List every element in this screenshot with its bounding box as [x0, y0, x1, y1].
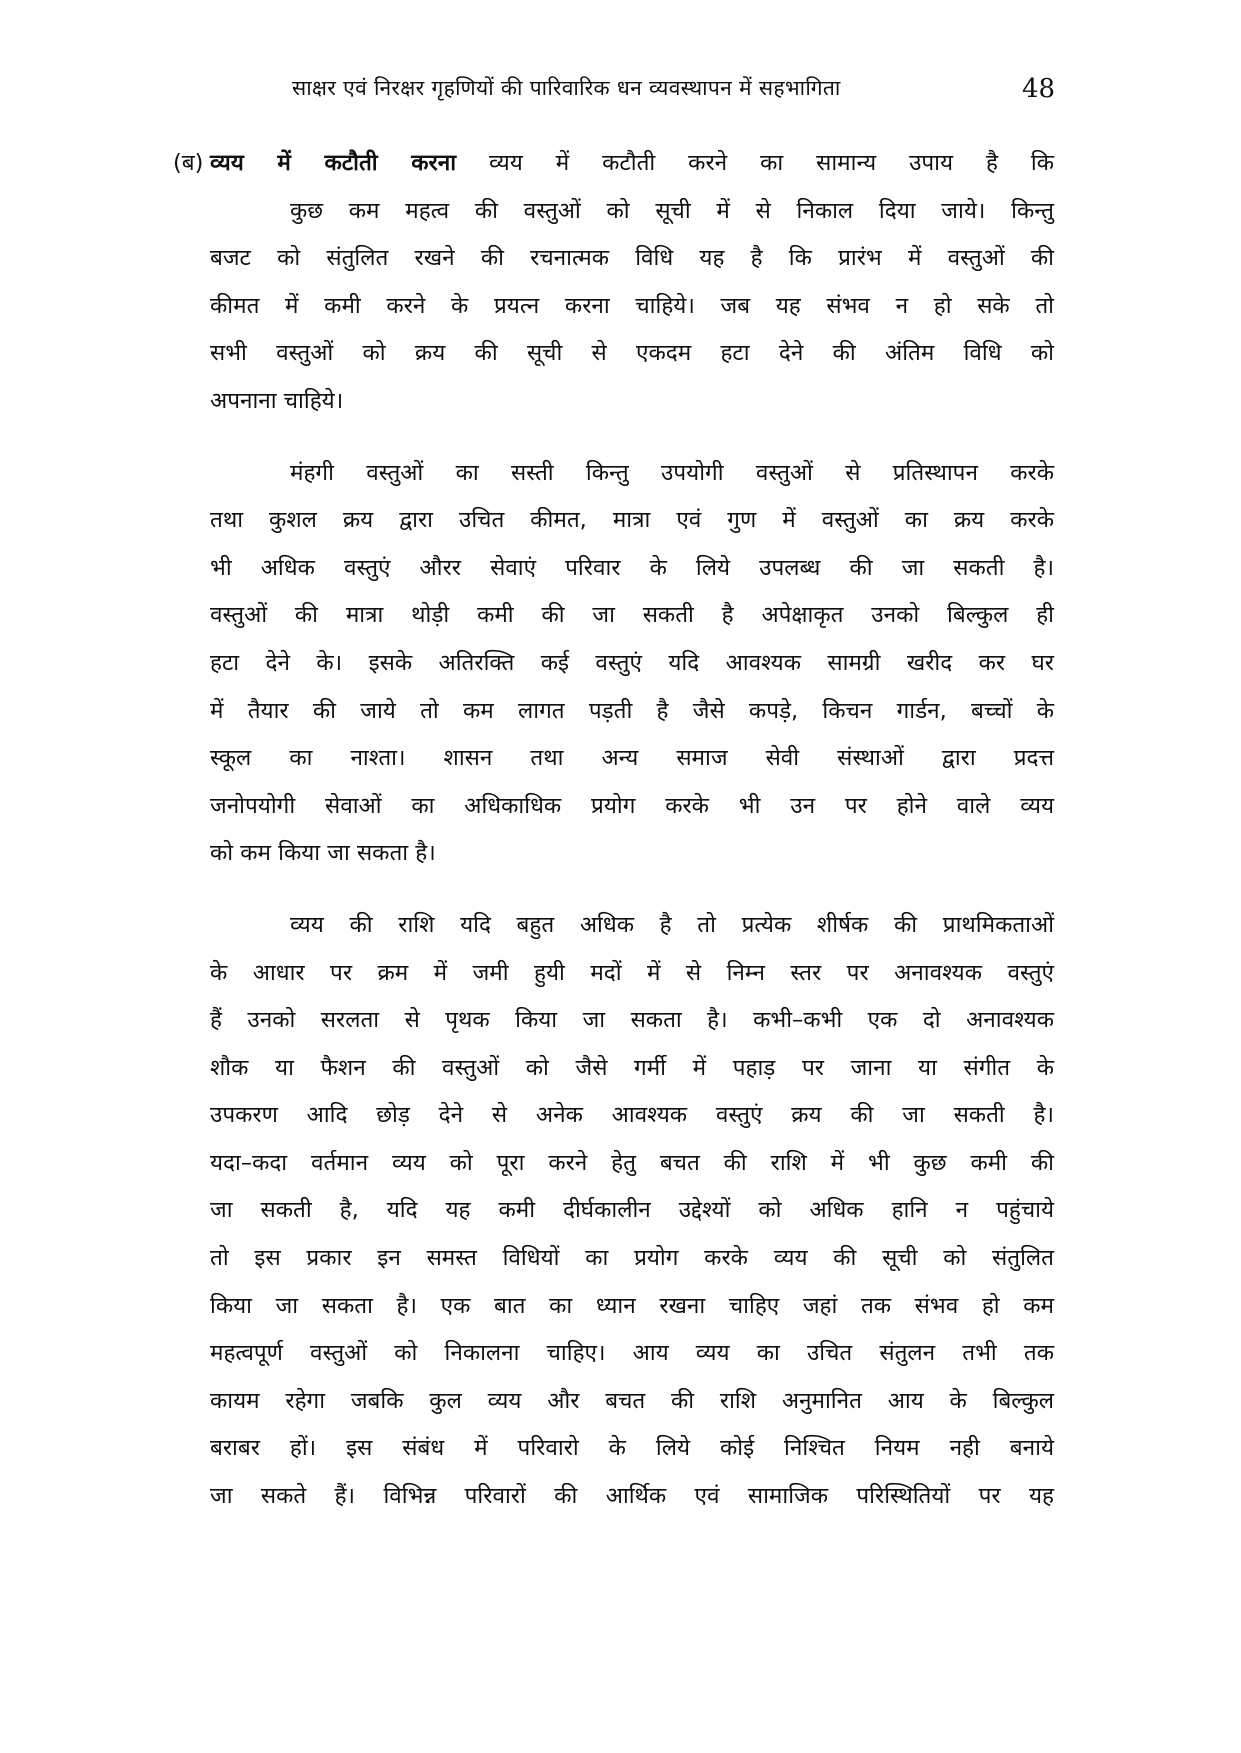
paragraph-line: कुछ कम महत्व की वस्तुओं को सूची में से निकाल दिया जाये। किन्तु: [290, 197, 1054, 224]
paragraph-line: जनोपयोगी सेवाओं का अधिकाधिक प्रयोग करके भी उन पर होने वाले व्यय: [210, 792, 1054, 819]
paragraph-line: तो इस प्रकार इन समस्त विधियों का प्रयोग करके व्यय की सूची को संतुलित: [210, 1245, 1054, 1272]
paragraph-line: स्कूल का नाश्ता। शासन तथा अन्य समाज सेवी संस्थाओं द्वारा प्रदत्त: [210, 745, 1054, 772]
paragraph-line: बराबर हों। इस संबंध में परिवारो के लिये कोई निश्चित नियम नही बनाये: [210, 1435, 1054, 1462]
paragraph-line: हैं उनको सरलता से पृथक किया जा सकता है। कभी–कभी एक दो अनावश्यक: [210, 1007, 1054, 1034]
paragraph-line: में तैयार की जाये तो कम लागत पड़ती है जैसे कपड़े, किचन गार्डन, बच्चों के: [210, 697, 1054, 724]
running-header: [0, 72, 1241, 112]
paragraph-line: मंहगी वस्तुओं का सस्ती किन्तु उपयोगी वस्तुओं से प्रतिस्थापन करके: [290, 459, 1054, 486]
paragraph-line: शौक या फैशन की वस्तुओं को जैसे गर्मी में पहाड़ पर जाना या संगीत के: [210, 1054, 1054, 1081]
paragraph-line: [173, 140, 1055, 188]
paragraph-line: सभी वस्तुओं को क्रय की सूची से एकदम हटा देने की अंतिम विधि को: [210, 340, 1054, 367]
paragraph-line: के आधार पर क्रम में जमी हुयी मदों में से निम्न स्तर पर अनावश्यक वस्तुएं: [210, 959, 1054, 986]
paragraph-line: कीमत में कमी करने के प्रयत्न करना चाहिये। जब यह संभव न हो सके तो: [210, 292, 1054, 319]
paragraph-line: व्यय की राशि यदि बहुत अधिक है तो प्रत्येक शीर्षक की प्राथमिकताओं: [290, 911, 1054, 938]
paragraph-line: हटा देने के। इसके अतिरक्ति कई वस्तुएं यदि आवश्यक सामग्री खरीद कर घर: [210, 649, 1054, 676]
paragraph-line: जा सकती है, यदि यह कमी दीर्घकालीन उद्देश्यों को अधिक हानि न पहुंचाये: [210, 1197, 1054, 1224]
body-text: [173, 140, 1055, 1521]
paragraph-line: बजट को संतुलित रखने की रचनात्मक विधि यह है कि प्रारंभ में वस्तुओं की: [210, 245, 1054, 272]
paragraph-line: जा सकते हैं। विभिन्न परिवारों की आर्थिक एवं सामाजिक परिस्थितियों पर यह: [210, 1483, 1054, 1510]
page-number: 48: [1022, 74, 1056, 104]
paragraph-line: महत्वपूर्ण वस्तुओं को निकालना चाहिए। आय व्यय का उचित संतुलन तभी तक: [210, 1340, 1054, 1367]
section-label: (ब): [173, 150, 204, 176]
section-b-paragraph: [173, 140, 1055, 426]
paragraph-line: किया जा सकता है। एक बात का ध्यान रखना चाहिए जहां तक संभव हो कम: [210, 1292, 1054, 1319]
paragraph-line: अपनाना चाहिये।: [210, 387, 344, 414]
paragraph-line: वस्तुओं की मात्रा थोड़ी कमी की जा सकती है अपेक्षाकृत उनको बिल्कुल ही: [210, 602, 1054, 629]
paragraph-line: उपकरण आदि छोड़ देने से अनेक आवश्यक वस्तुएं क्रय की जा सकती है।: [210, 1102, 1054, 1129]
paragraph-line: यदा–कदा वर्तमान व्यय को पूरा करने हेतु बचत की राशि में भी कुछ कमी की: [210, 1149, 1054, 1176]
section-heading: व्यय में कटौती करना: [210, 150, 457, 176]
paragraph-2: [210, 450, 1054, 878]
paragraph-line: को कम किया जा सकता है।: [210, 840, 436, 867]
paragraph-line: तथा कुशल क्रय द्वारा उचित कीमत, मात्रा एवं गुण में वस्तुओं का क्रय करके: [210, 507, 1054, 534]
paragraph-3: [210, 902, 1054, 1521]
paragraph-line: कायम रहेगा जबकि कुल व्यय और बचत की राशि अनुमानित आय के बिल्कुल: [210, 1387, 1054, 1414]
header-title: साक्षर एवं निरक्षर गृहणियों की पारिवारिक धन व्यवस्थापन में सहभागिता: [292, 76, 841, 100]
paragraph-line: भी अधिक वस्तुएं औरर सेवाएं परिवार के लिये उपलब्ध की जा सकती है।: [210, 554, 1054, 581]
line-text: व्यय में कटौती करने का सामान्य उपाय है कि: [488, 150, 1055, 176]
